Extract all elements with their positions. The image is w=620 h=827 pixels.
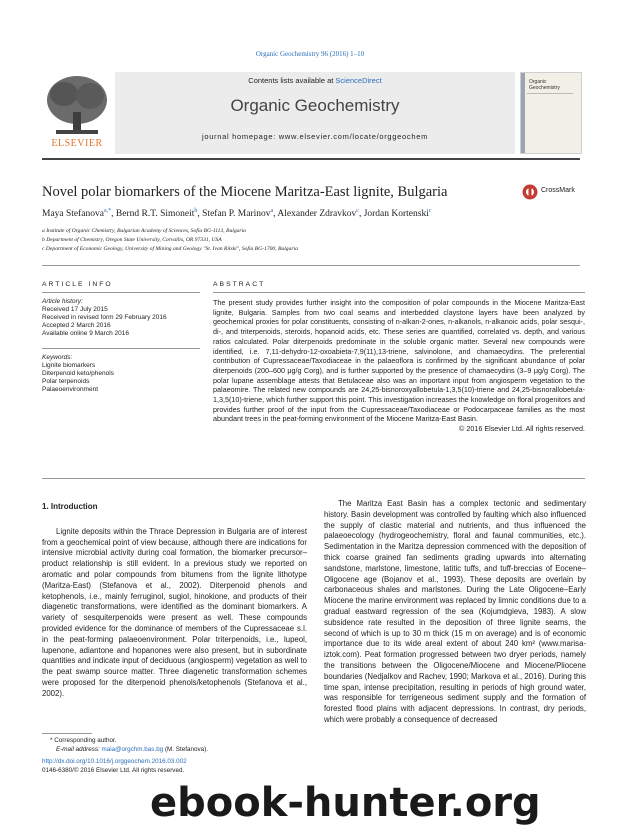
divider (213, 292, 585, 293)
author-affil-sup[interactable]: a,* (104, 208, 112, 214)
contents-prefix: Contents lists available at (248, 76, 336, 85)
author-name[interactable]: Stefan P. Marinov (202, 209, 271, 220)
email-line (42, 746, 302, 755)
journal-cover-thumbnail (520, 72, 582, 154)
author-name[interactable]: Alexander Zdravkov (277, 209, 357, 220)
keywords-label: Keywords: (42, 354, 73, 361)
history-label: Article history: (42, 298, 83, 305)
journal-homepage (115, 132, 515, 141)
cover-spine (521, 73, 525, 153)
divider (42, 292, 200, 293)
email-label: E-mail address: (56, 745, 102, 753)
abstract-body (213, 298, 585, 434)
publisher-name: ELSEVIER (51, 138, 103, 149)
journal-reference[interactable]: Organic Geochemistry 96 (2016) 1–10 (255, 50, 365, 58)
doi-link[interactable]: http://dx.doi.org/10.1016/j.orggeochem.2016.03.002 (42, 758, 187, 765)
divider (42, 348, 200, 349)
homepage-url[interactable]: www.elsevier.com/locate/orggeochem (278, 132, 429, 141)
issn-line: 0146-6380/© 2016 Elsevier Ltd. All rights reserved. (42, 766, 185, 774)
footnotes (42, 737, 302, 775)
article-title: Novel polar biomarkers of the Miocene Maritza-East lignite, Bulgaria (42, 184, 448, 200)
divider (42, 478, 585, 479)
crossmark-label: CrossMark (541, 187, 575, 194)
history-item: Received in revised form 29 February 2016 (42, 314, 167, 321)
abstract-heading: ABSTRACT (213, 281, 266, 288)
affiliation-c: c Department of Economic Geology, University of Mining and Geology "St. Ivan Rilski", Sofia BG-1700, Bulgaria (42, 246, 298, 252)
history-item: Available online 9 March 2016 (42, 330, 129, 337)
corresponding-author: * Corresponding author. (50, 737, 117, 744)
abstract-copyright: © 2016 Elsevier Ltd. All rights reserved. (459, 424, 585, 434)
homepage-prefix: journal homepage: (201, 132, 279, 141)
author-affil-sup[interactable]: c (356, 208, 359, 214)
author-name[interactable]: Maya Stefanova (42, 209, 104, 220)
crossmark-badge[interactable] (522, 182, 592, 208)
author-affil-sup[interactable]: c (428, 208, 432, 214)
author-affil-sup[interactable]: a (270, 208, 274, 214)
author-affil-sup[interactable]: b (194, 208, 198, 214)
article-history (42, 298, 202, 338)
keyword-item: Diterpenoid keto/phenols (42, 370, 114, 377)
cover-title: Organic Geochemistry (529, 79, 560, 91)
divider (42, 265, 580, 266)
history-item: Received 17 July 2015 (42, 306, 108, 313)
watermark: ebook-hunter.org (150, 780, 541, 826)
intro-column-left (42, 502, 307, 700)
author-list: Maya Stefanova$^{a,*}$, Bernd R.T. Simoneit$^b$, Stefan P. Marinov$^a$, Alexander Zdravkov$^c$, Jordan Kortenski$^c$ (42, 208, 432, 220)
journal-title: Organic Geochemistry (230, 96, 400, 115)
affiliation-a: a Institute of Organic Chemistry, Bulgarian Academy of Sciences, Sofia BG-1113, Bulgaria (42, 228, 246, 234)
article-info-heading: ARTICLE INFO (42, 281, 113, 288)
section-heading: 1. Introduction (42, 502, 98, 511)
author-name[interactable]: Bernd R.T. Simoneit (115, 209, 195, 220)
keyword-item: Lignite biomarkers (42, 362, 96, 369)
header-rule (42, 158, 580, 160)
intro-column-right (324, 499, 586, 726)
crossmark-icon (522, 184, 538, 200)
keyword-item: Polar terpenoids (42, 378, 90, 385)
history-item: Accepted 2 March 2016 (42, 322, 111, 329)
affiliation-b: b Department of Chemistry, Oregon State University, Corvallis, OR 97331, USA (42, 237, 222, 243)
sciencedirect-link[interactable]: ScienceDirect (335, 76, 382, 85)
intro-paragraph: The Maritza East Basin has a complex tectonic and sedimentary history. Basin development was controlled by faulting which also influenced the supply of clastic material and nutrients, and thus influenced the palaeoecology (hydrogeochemistry, floral and faunal communities, etc.). Sedimentation in the Maritza depression commenced with the deposition of thick coarse grained fan sediments grading upwards into alternating sandstone, marlstone, limestone, latitic tuffs, and tuff-breccias of Eocene–Oligocene age (Bojanov et al., 1993). These deposits are overlain by carbonaceous shales and marlstones. During the Late Oligocene–Early Miocene the marine environment was replaced by limnic conditions due to a gradual eastward regression of the sea (Kojumdgieva, 1983). A slow subsidence rate resulted in the deposition of three lignite seams, the second of which is up to 30 m thick (15 m on average) and is of economic importance due to its wide areal extent of about 240 km² (www.marisa-iztok.com). Peat formation progressed between two dryer periods, namely the transitions between the Oligocene/Miocene and Miocene/Pliocene boundaries (Nedjalkov and Rachev, 1990; Markova et al., 2016). During this time span, intense precipitation, resulting in periods of high ground water, was responsible for terrigeneous sediment supply and the formation of forested flood plains with adjacent depressions. In contrast, dry periods, which were probably a consequence of decreased (324, 499, 586, 724)
email-link[interactable]: maia@orgchm.bas.bg (101, 745, 164, 753)
abstract-text: The present study provides further insight into the composition of polar compounds in the Miocene Maritza-East lignite, Bulgaria. Samples from two coal seams and interbedded claystone layers have been analyzed by geochemical proxies for polar constituents, consisting of n-alkan-2-ones, n-alkanols, n-alkanoic acids, polar sesqui-, di-, and triterpenoids, steroids, hopanoid acids, etc. These series are quantified, correlated vs. depth, and various ratios calculated. Polar diterpenoids predominate in the soluble organic matter. Several new compounds were identified, i.e. 7,11-dehydro-12-oxoabieta-7,9(11),13-triene, salvinolone, and chamaecydins. The preferential contribution of Cupressaceae/Taxodiaceae in the palaeoflora is confirmed by the significant abundance of polar diterpenoids (200–600 μg/g Corg), and is further supported by the presence of chamaecydins (3–9 μg/g Corg). The polar lupane assemblage attests that Betulaceae also was an important input from angiosperm vegetation to the palaeomire. The related new compounds are 24,25-bisnoroxyallobetula-1,3,5(10)-triene and 24,25-bisnorallobetula-1,3,5(10)-triene, which further support this point. This investigation increases the knowledge on floral progenitors and provides further proof of the input from the Cupressaceae/Taxodiaceae or Podocarpaceae families as the most abundant trees in the peat-forming environment of the Miocene Maritza-East Basin. (213, 298, 585, 424)
intro-paragraph: Lignite deposits within the Thrace Depression in Bulgaria are of interest from a geochemical point of view because, although there are indications for intensive microbial activity during coal formation, the biomarker precursor–product relationship is still evident. In a previous study we reported on aromatic and polar compounds from bitumens from the lignite lithotype (Maritza-East) (Stefanova et al., 2002). Diterpenoid phenols and ketophenols, i.e., mainly ferruginol, sugiol, hinokione, and products of their diagenetic transformations, were identified as the dominant biomarkers. A variety of sesquiterpenoids were present as well. These compounds provided evidence for the dominance of members of the Cupressaceae s.l. in the peat-forming palaeoenvironment. Polar triterpenoids, i.e., lupeol, lupenone, adiantone and hopanones were also present, but in subordinate quantities and indicate input of deciduous (angiosperm) vegetation as well to the peat swamp source matter. Three diagenetic transformation schemes were proposed for the diterpenoid phenols/ketophenols (Stefanova et al., 2002). (42, 526, 307, 698)
keyword-item: Palaeoenvironment (42, 386, 99, 393)
email-suffix: (M. Stefanova). (163, 745, 208, 753)
footnote-rule (42, 733, 92, 734)
keywords (42, 354, 202, 394)
cover-lines (527, 93, 573, 134)
author-name[interactable]: Jordan Kortenski (363, 209, 429, 220)
journal-header (42, 72, 580, 154)
contents-line (115, 76, 515, 85)
